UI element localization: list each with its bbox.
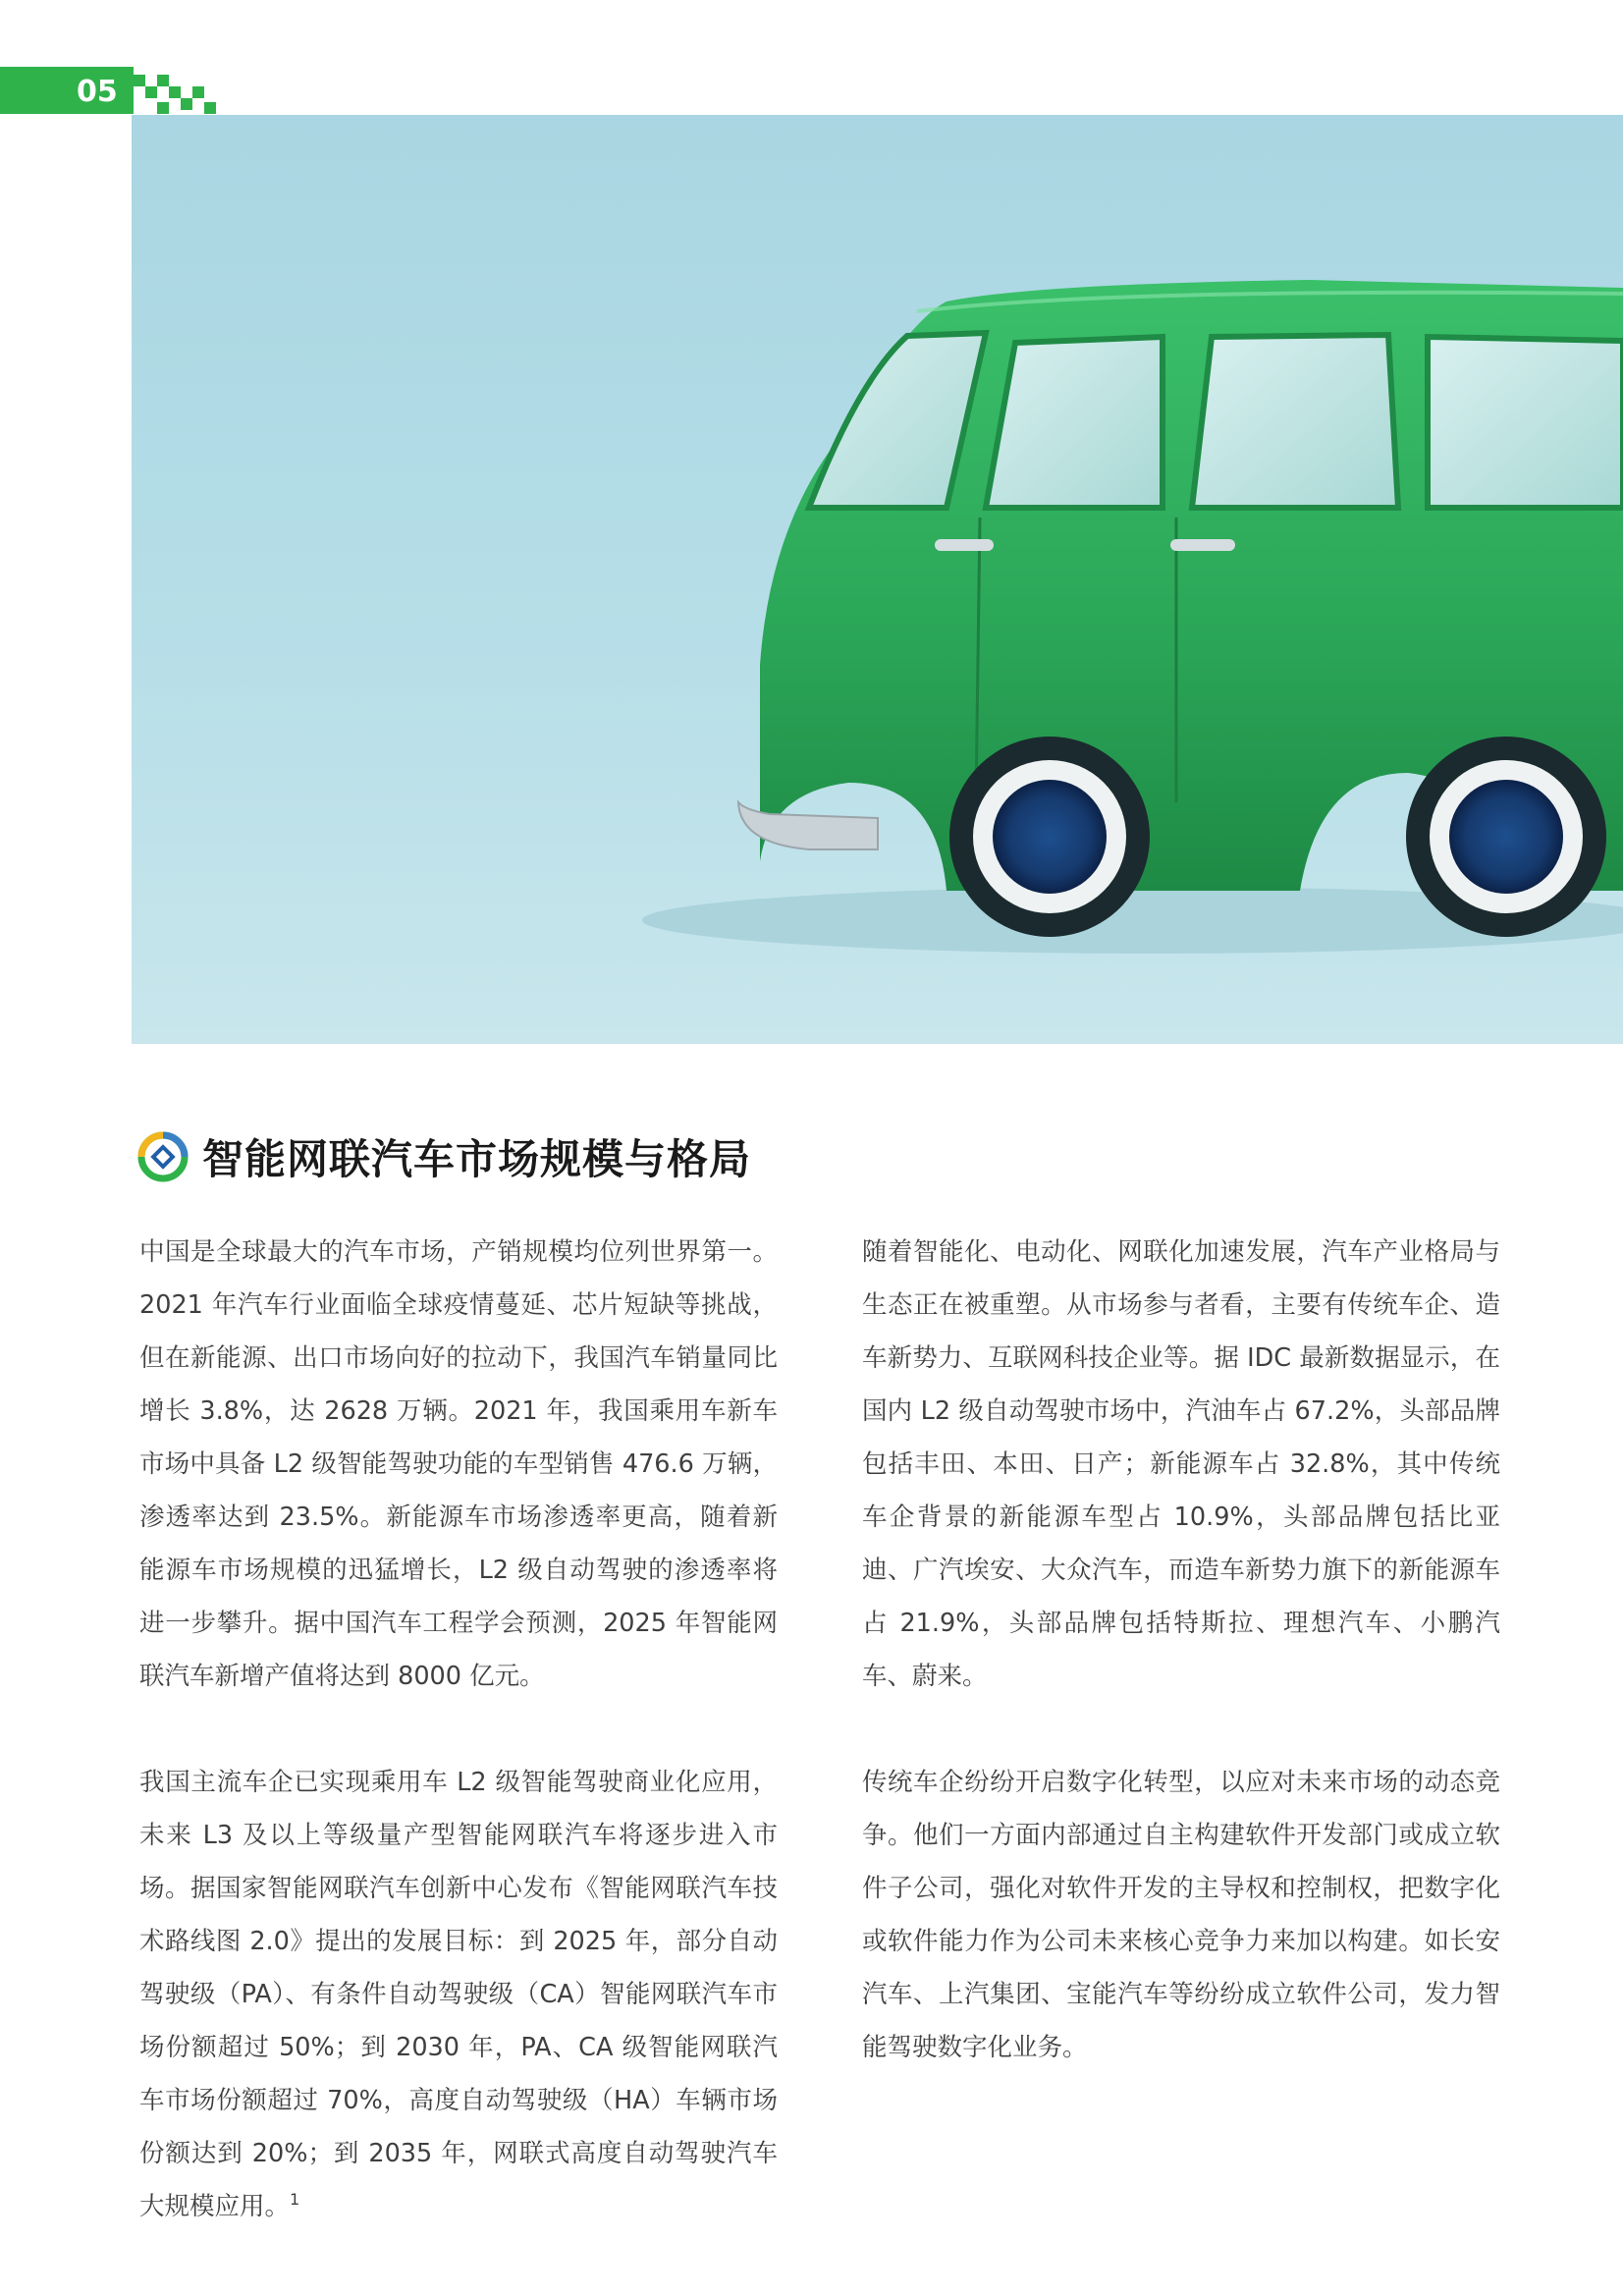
paragraph-text: 我国主流车企已实现乘用车 L2 级智能驾驶商业化应用，未来 L3 及以上等级量产型智能网联汽车将逐步进入市场。据国家智能网联汽车创新中心发布《智能网联汽车技术路线图 2.0》提出的发展目标：到 2025 年，部分自动驾驶级（PA）、有条件自动驾驶级（CA）智能网联汽车市场份额超过 50%；到 2030 年，PA、CA 级智能网联汽车市场份额超过 70%，高度自动驾驶级（HA）车辆市场份额达到 20%；到 2035 年，网联式高度自动驾驶汽车大规模应用。 (139, 1768, 778, 2221)
pixel-decoration (181, 98, 192, 110)
pixel-decoration (192, 86, 204, 98)
left-column (139, 1226, 778, 2233)
pixel-decoration (204, 102, 216, 114)
paragraph: 传统车企纷纷开启数字化转型，以应对未来市场的动态竞争。他们一方面内部通过自主构建软件开发部门或成立软件子公司，强化对软件开发的主导权和控制权，把数字化或软件能力作为公司未来核心竞争力来加以构建。如长安汽车、上汽集团、宝能汽车等纷纷成立软件公司，发力智能驾驶数字化业务。 (862, 1768, 1500, 2062)
pixel-decoration (145, 86, 157, 98)
pixel-decoration (134, 75, 145, 86)
hero-image (132, 115, 1623, 1044)
paragraph: 中国是全球最大的汽车市场，产销规模均位列世界第一。2021 年汽车行业面临全球疫情蔓延、芯片短缺等挑战，但在新能源、出口市场向好的拉动下，我国汽车销量同比增长 3.8%，达 2628 万辆。2021 年，我国乘用车新车市场中具备 L2 级智能驾驶功能的车型销售 476.6 万辆，渗透率达到 23.5%。新能源车市场渗透率更高，随着新能源车市场规模的迅猛增长，L2 级自动驾驶的渗透率将进一步攀升。据中国汽车工程学会预测，2025 年智能网联汽车新增产值将达到 8000 亿元。 (139, 1237, 778, 1691)
pixel-decoration (157, 102, 169, 114)
section-title: 智能网联汽车市场规模与格局 (202, 1135, 752, 1183)
green-minivan-illustration (132, 115, 1623, 1044)
paragraph: 随着智能化、电动化、网联化加速发展，汽车产业格局与生态正在被重塑。从市场参与者看，主要有传统车企、造车新势力、互联网科技企业等。据 IDC 最新数据显示，在国内 L2 级自动驾驶市场中，汽油车占 67.2%，头部品牌包括丰田、本田、日产；新能源车占 32.8%，其中传统车企背景的新能源车型占 10.9%，头部品牌包括比亚迪、广汽埃安、大众汽车，而造车新势力旗下的新能源车占 21.9%，头部品牌包括特斯拉、理想汽车、小鹏汽车、蔚来。 (862, 1237, 1500, 1691)
footnote-marker: 1 (290, 2190, 300, 2209)
circular-logo-icon (137, 1131, 189, 1182)
page-number: 05 (77, 75, 118, 109)
right-column (862, 1226, 1500, 2074)
paragraph (139, 1756, 778, 2233)
pixel-decoration (157, 75, 169, 86)
section-heading (137, 1124, 751, 1189)
pixel-decoration (169, 86, 181, 98)
